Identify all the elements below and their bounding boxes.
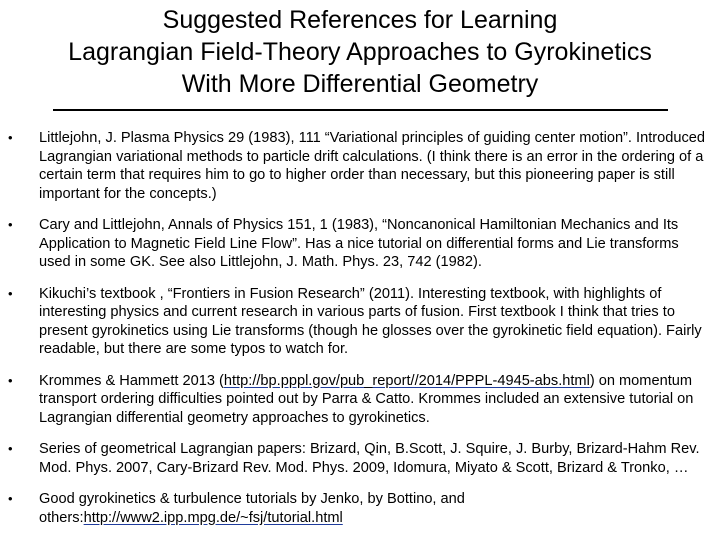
bullet-icon: • — [8, 491, 13, 506]
reference-item-littlejohn-1983 — [0, 129, 720, 203]
reference-text-before-link: Good gyrokinetics & turbulence tutorials by Jenko, by Bottino, and others: — [39, 491, 465, 526]
bullet-icon: • — [8, 372, 13, 388]
bullet-icon: • — [8, 441, 13, 456]
reference-item-kikuchi-textbook — [0, 285, 720, 359]
reference-text-after-link: ) on momentum transport ordering difficulties pointed out by Parra & Catto. Krommes included an extensive tutorial on Lagrangian differential geometry approaches to gyrokinetics. — [39, 372, 694, 426]
bullet-icon: • — [8, 285, 13, 301]
reference-item-cary-littlejohn — [0, 216, 720, 272]
reference-item-geometrical-lagrangian-series — [0, 440, 720, 477]
bullet-icon: • — [8, 130, 13, 145]
reference-text: Cary and Littlejohn, Annals of Physics 151, 1 (1983), “Noncanonical Hamiltonian Mechanics and Its Application to Magnetic Field Line Flow”. Has a nice tutorial on differential forms and Lie transforms used in some GK. See also Littlejohn, J. Math. Phys. 23, 742 (1982). — [39, 217, 679, 270]
reference-text — [39, 490, 711, 527]
reference-item-krommes-hammett — [0, 372, 720, 428]
title-line-2: Lagrangian Field-Theory Approaches to Gyrokinetics — [68, 38, 652, 66]
pppl-report-link[interactable]: http://bp.pppl.gov/pub_report//2014/PPPL-4945-abs.html — [223, 372, 590, 389]
title-line-1: Suggested References for Learning — [162, 6, 558, 34]
ipp-tutorial-link[interactable]: http://www2.ipp.mpg.de/~fsj/tutorial.html — [83, 509, 343, 526]
reference-text: Kikuchi’s textbook , “Frontiers in Fusion Research” (2011). Interesting textbook, with highlights of interesting physics and current research in various parts of fusion. First textbook I think that tries to present gyrokinetics using Lie transforms (though he glosses over the gyrokinetic field equation). Fairly readable, but there are some typos to watch for. — [39, 285, 702, 357]
reference-text — [39, 372, 711, 428]
bullet-icon: • — [8, 217, 13, 232]
reference-text: Littlejohn, J. Plasma Physics 29 (1983), 111 “Variational principles of guiding center motion”. Introduced Lagrangian variational methods to particle drift calculations. (I think there is an error in the ordering of a certain term that requires him to go to higher order than necessary, but this pioneering paper is still important for the concepts.) — [39, 130, 705, 202]
reference-item-tutorials — [0, 490, 720, 527]
reference-list — [0, 129, 720, 540]
reference-text-before-link: Krommes & Hammett 2013 ( — [39, 372, 224, 389]
reference-text: Series of geometrical Lagrangian papers: Brizard, Qin, B.Scott, J. Squire, J. Burby, Brizard-Hahm Rev. Mod. Phys. 2007, Cary-Brizard Rev. Mod. Phys. 2009, Idomura, Miyato & Scott, Brizard & Tronko, … — [39, 441, 700, 476]
title-line-3: With More Differential Geometry — [181, 70, 539, 98]
slide-title — [0, 4, 720, 100]
title-divider — [53, 109, 668, 111]
